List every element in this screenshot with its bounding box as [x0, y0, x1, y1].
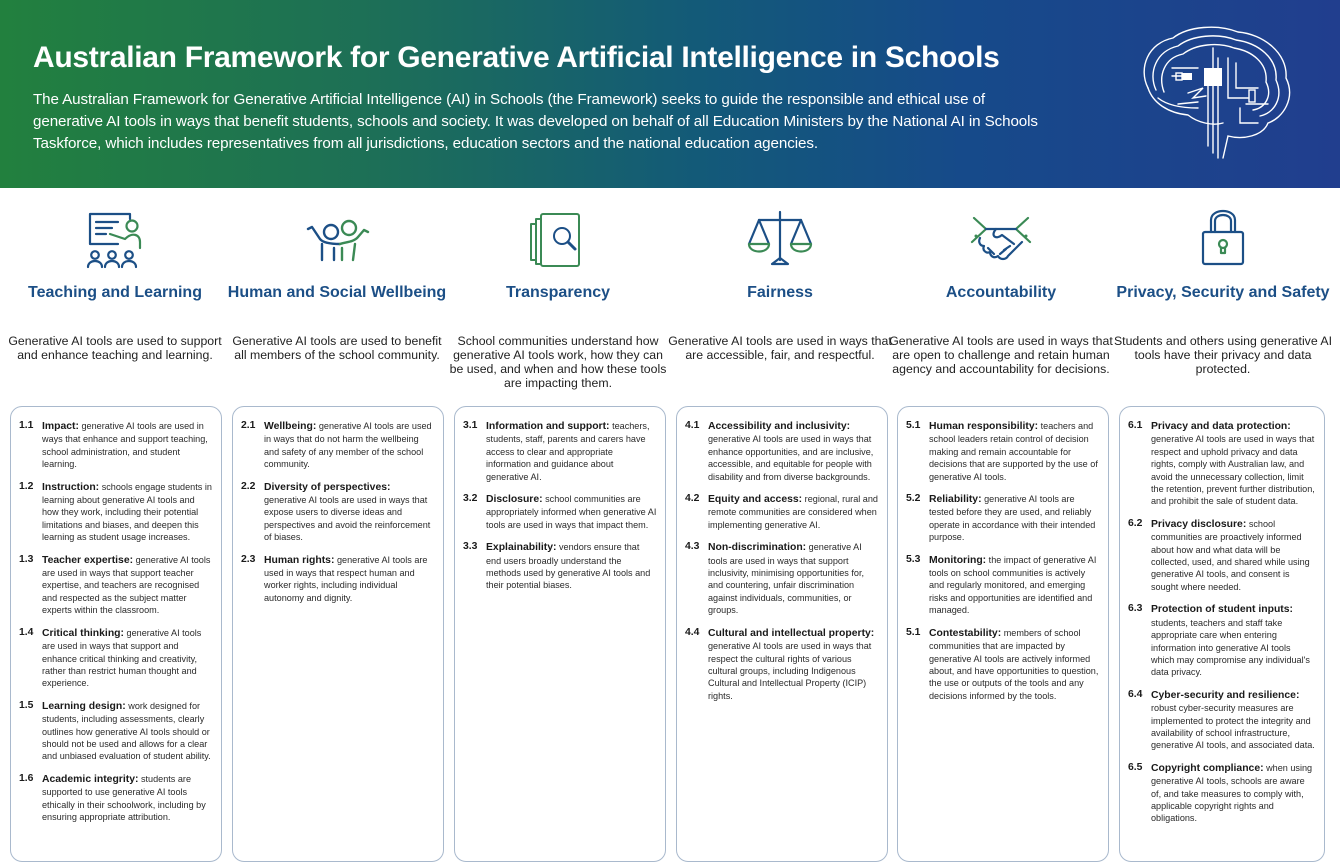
padlock-icon [1188, 202, 1258, 272]
detail-box-privacy-security-safety [1119, 406, 1325, 862]
list-item: 3.1 Information and support: teachers, students, staff, parents and carers have access to clear and appropriate information and guidance about generative AI. [463, 420, 650, 482]
list-item: 5.1 Human responsibility: teachers and school leaders retain control of decision making and remain accountable for decisions that are supported by the use of generative AI tools. [906, 420, 1098, 482]
balance-scale-icon [745, 202, 815, 272]
detail-box-accountability [897, 406, 1109, 862]
list-item: 3.3 Explainability: vendors ensure that end users broadly understand the methods used by generative AI tools and their potential biases. [463, 541, 651, 591]
list-item: 4.4 Cultural and intellectual property: generative AI tools are used in ways that respect the cultural rights of various cultural groups, including Indigenous Cultural and Intellectual Property (ICIP) rights. [685, 626, 875, 701]
principle-summary: Students and others using generative AI tools have their privacy and data protected. [1113, 334, 1333, 376]
detail-box-teaching-learning [10, 406, 222, 862]
principle-title: Fairness [747, 284, 813, 301]
list-item: 3.2 Disclosure: school communities are appropriately informed when generative AI tools are used in ways that impact them. [463, 493, 657, 530]
detail-box-human-social-wellbeing [232, 406, 444, 862]
list-item: 1.1 Impact: generative AI tools are used in ways that enhance and support teaching, school administration, and student learning. [19, 420, 208, 470]
principle-summary: Generative AI tools are used to support and enhance teaching and learning. [8, 334, 222, 362]
list-item: 2.3 Human rights: generative AI tools are used in ways that respect human and worker rights, including individual autonomy and dignity. [241, 553, 428, 603]
document-magnifier-icon [523, 202, 593, 272]
list-item: 4.1 Accessibility and inclusivity: generative AI tools are used in ways that enhance opportunities, and are inclusive, accessible, and equitable for people with disability and from diverse backgrounds. [685, 420, 874, 482]
circuit-brain-icon [1128, 18, 1300, 168]
list-item: 1.3 Teacher expertise: generative AI tools are used in ways that support teacher expertise, and teachers are recognised and respected as the subject matter experts within the classroom. [19, 553, 211, 616]
list-item: 5.2 Reliability: generative AI tools are tested before they are used, and reliably operate in accordance with their intended purpose. [906, 493, 1096, 543]
list-item: 6.4 Cyber-security and resilience: robust cyber-security measures are implemented to protect the integrity and availability of school infrastructure, generative AI tools, and associated data. [1128, 688, 1315, 751]
page-title: Australian Framework for Generative Artificial Intelligence in Schools [33, 41, 1000, 74]
detail-box-transparency [454, 406, 666, 862]
principle-title: Privacy, Security and Safety [1116, 284, 1330, 301]
principle-summary: Generative AI tools are used to benefit all members of the school community. [232, 334, 442, 362]
handshake-icon [966, 202, 1036, 272]
list-item: 1.6 Academic integrity: students are supported to use generative AI tools ethically in their schoolwork, including by ensuring appropriate attribution. [19, 772, 206, 822]
principle-summary: Generative AI tools are used in ways that are open to challenge and retain human agency and accountability for decisions. [889, 334, 1113, 376]
list-item: 4.2 Equity and access: regional, rural and remote communities are considered when implementing generative AI. [685, 493, 878, 530]
list-item: 6.2 Privacy disclosure: school communities are proactively informed about how and what data will be collected, used, and shared while using generative AI tools, and consent is sought where needed. [1128, 517, 1310, 592]
header-banner [0, 0, 1340, 188]
list-item: 6.1 Privacy and data protection: generative AI tools are used in ways that respect and uphold privacy and data rights, comply with Australian law, and avoid the unnecessary collection, limit the retention, prevent further distribution, and prohibit the sale of student data. [1128, 420, 1315, 507]
two-people-celebrating-icon [302, 202, 372, 272]
principle-title: Accountability [945, 284, 1057, 301]
detail-box-fairness [676, 406, 888, 862]
list-item: 6.5 Copyright compliance: when using generative AI tools, schools are aware of, and take measures to comply with, applicable copyright rights and obligations. [1128, 761, 1313, 824]
principle-title: Teaching and Learning [28, 284, 202, 301]
principle-summary: Generative AI tools are used in ways that are accessible, fair, and respectful. [668, 334, 892, 362]
list-item: 4.3 Non-discrimination: generative AI tools are used in ways that support inclusivity, minimising opportunities for, and countering, unfair discrimination against individuals, communities, or groups. [685, 541, 865, 616]
list-item: 1.4 Critical thinking: generative AI tools are used in ways that support and enhance critical thinking and creativity, rather than restrict human thought and experience. [19, 626, 202, 689]
list-item: 5.1 Contestability: members of school communities that are impacted by generative AI tools are actively informed about, and have opportunities to question, the use or outputs of the tools and any decisions informed by the tools. [906, 626, 1099, 701]
list-item: 2.1 Wellbeing: generative AI tools are used in ways that do not harm the wellbeing and safety of any member of the school community. [241, 420, 432, 470]
list-item: 5.3 Monitoring: the impact of generative AI tools on school communities is actively and regularly monitored, and emerging risks and opportunities are identified and managed. [906, 553, 1097, 616]
list-item: 1.2 Instruction: schools engage students in learning about generative AI tools and how they work, including their potential limitations and biases, and deepen this learning as student usage increases. [19, 480, 212, 543]
principle-title: Transparency [505, 284, 611, 301]
list-item: 6.3 Protection of student inputs: students, teachers and staff take appropriate care when entering information into generative AI tools which may compromise any individual's data privacy. [1128, 603, 1310, 678]
principle-title: Human and Social Wellbeing [227, 284, 447, 301]
list-item: 1.5 Learning design: work designed for students, including assessments, clearly outlines how generative AI tools should or should not be used and allows for a clear and unbiased evaluation of student ability. [19, 699, 211, 762]
list-item: 2.2 Diversity of perspectives: generative AI tools are used in ways that expose users to diverse ideas and perspectives and avoid the reinforcement of biases. [241, 480, 431, 543]
intro-paragraph: The Australian Framework for Generative Artificial Intelligence (AI) in Schools (the Framework) seeks to guide the responsible and ethical use of generative AI tools in ways that benefit students, schools and society. It was developed on behalf of all Education Ministers by the National AI in Schools Taskforce, which includes representatives from all jurisdictions, education sectors and the national education agencies. [33, 91, 1038, 152]
teacher-presentation-icon [80, 202, 150, 272]
principle-summary: School communities understand how generative AI tools work, how they can be used, and when and how these tools are impacting them. [449, 334, 667, 390]
